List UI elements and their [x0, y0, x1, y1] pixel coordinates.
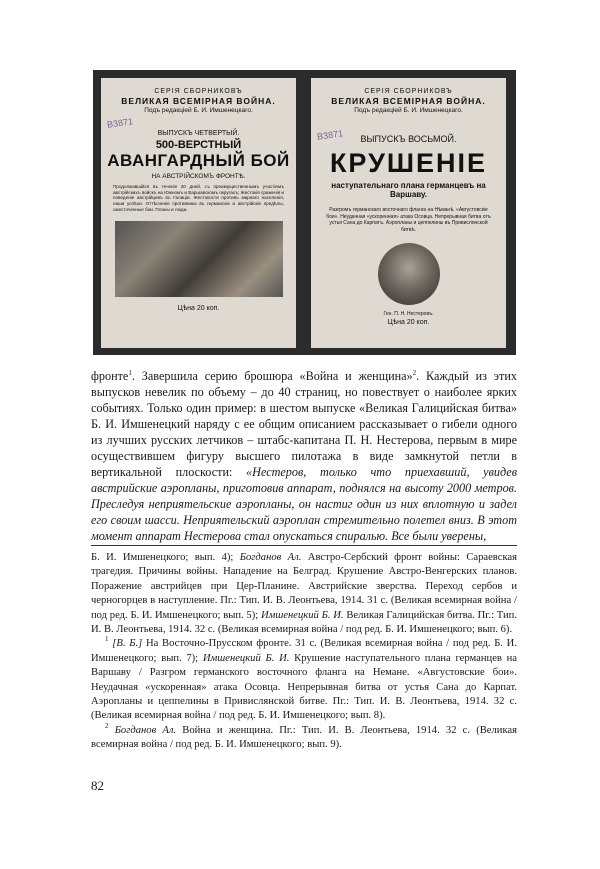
cover-description: Разгромъ германскаго восточнаго фланга на Нѣманѣ. «Августовскіе бои». Неудачная «ускоренная» атака Осовца. Непрерывная битва отъ устья Сана до Карпатъ. Аэропланы и цеппелины въ Привислянской битвѣ. [326, 207, 491, 233]
cover-title: КРУШЕНІЕ [329, 148, 488, 178]
cover-description: Продолжавшійся въ теченіе 20 дней, съ преимущественнымъ участіемъ австрійскихъ войскъ на Южномъ и Варшавскомъ округахъ; Жестокія сраженія и поведеніе австрійцевъ въ Галиціи. Жестокости противъ мирнаго населенія, наши успѣхи. Оттѣсненіе противника въ германскіе и австрійскіе предѣлы, ожесточенные бои. Планы и люди. [113, 184, 284, 212]
portrait-caption: Ген. П. Н. Нестеровъ. [383, 311, 434, 318]
cover-subtitle: наступательнаго плана германцевъ на Варшаву. [331, 181, 486, 200]
page-number: 82 [91, 778, 104, 793]
cover-issue: ВЫПУСКЪ ВОСЬМОЙ. [360, 134, 457, 144]
cover-title-line2: АВАНГАРДНЫЙ БОЙ [107, 151, 290, 170]
main-text [91, 368, 517, 544]
cover-issue-8 [311, 78, 506, 348]
footnote-2: $^2$ Богданов Ал. Война и женщина. Пг.: Тип. И. В. Леонтьева, 1914. 32 с. (Великая всемирная война / под ред. Б. И. Имшенецкого; вып. 9). [91, 721, 518, 751]
cover-series: СЕРІЯ СБОРНИКОВЪ [154, 88, 243, 95]
cover-price: Цѣна 20 коп. [387, 319, 430, 327]
cover-masthead: ВЕЛИКАЯ ВСЕМІРНАЯ ВОЙНА. [121, 96, 276, 106]
cover-subtitle: НА АВСТРІЙСКОМЪ ФРОНТѢ. [151, 173, 246, 180]
cover-masthead: ВЕЛИКАЯ ВСЕМІРНАЯ ВОЙНА. [331, 96, 486, 106]
cover-price: Цѣна 20 коп. [177, 304, 220, 312]
cover-editor: Подъ редакціей Б. И. Имшенецкаго. [144, 107, 253, 114]
cover-title-line1: 500-ВЕРСТНЫЙ [155, 139, 242, 151]
paragraph: фронте$^1$. Завершила серию брошюра «Война и женщина»$^2$. Каждый из этих выпусков невелик по объему – до 40 страниц, но повествует о наиболее ярких событиях. Только один пример: в шестом выпуске «Великая Галицийская битва» Б. И. Имшенецкий наряду с ее общим описанием рассказывает о гибели одного из лучших русских летчиков – штабс-капитана П. Н. Нестерова, первым в мире осуществившем фигуру высшего пилотажа в виде замкнутой петли в вертикальной плоскости: «Нестеров, только что приехавший, увидев австрийские аэропланы, приготовив аппарат, поднялся на высоту 2000 метров. Преследуя неприятельские аэропланы, он настиг один из них вплотную и задел его своим шасси. Неприятельский аэроплан стремительно полетел вниз. В этот момент аппарат Нестерова стал опускаться спиралью. Все были уверены, [91, 369, 517, 543]
footnote-continuation: Б. И. Имшенецкого; вып. 4); Богданов Ал. Австро-Сербский фронт войны: Сараевская трагедия. Причины войны. Нападение на Белград. Крушение Австро-Венгерских планов. Поражение австрийцев при Цер-Планине. Австрийские зверства. Переход сербов и черногорцев в наступление. Пг.: Тип. И. В. Леонтьева, 1914. 31 с. (Великая всемирная война / под ред. Б. И. Имшенецкого; вып. 5); Имшенецкий Б. И. Великая Галицийская битва. Пг.: Тип. И. В. Леонтьева, 1914. 32 с. (Великая всемирная война / под ред. Б. И. Имшенецкого; вып. 6). [91, 552, 518, 636]
cover-battle-illustration [115, 221, 283, 297]
brochure-covers-photo [93, 70, 516, 355]
nesterov-quote: «Нестеров, только что приехавший, увидев австрийские аэропланы, приготовив аппарат, поднялся на высоту 2000 метров. Преследуя неприятельские аэропланы, он настиг один из них вплотную и задел его своим шасси. Неприятельский аэроплан стремительно полетел вниз. В этот момент аппарат Нестерова стал опускаться спиралью. Все были уверены, [91, 465, 517, 543]
portrait-nesterov [378, 243, 440, 305]
footnote-ref-1[interactable]: 1 [128, 369, 132, 377]
cover-issue-4 [101, 78, 296, 348]
cover-issue: ВЫПУСКЪ ЧЕТВЕРТЫЙ. [157, 130, 240, 137]
footnote-1: $^1$ [В. Б.] На Восточно-Прусском фронте. 31 с. (Великая всемирная война / под ред. Б. И. Имшенецкого; вып. 7); Имшенецкий Б. И. Крушение наступательного плана германцев на Варшаву / Разгром германского восточного фланга на Немане. «Августовские бои». Неудачная «ускоренная» атака Осовца. Непрерывная битва от устья Сана до Карпат. Аэропланы и цеппелины в Привислянской битве. Пг.: Тип. И. В. Леонтьева, 1914. 32 с. (Великая всемирная война / под ред. Б. И. Имшенецкого; вып. 8). [91, 635, 517, 722]
cover-editor: Подъ редакціей Б. И. Имшенецкаго. [354, 107, 463, 114]
library-stamp: B3871 [316, 128, 344, 142]
library-stamp: B3871 [106, 116, 134, 130]
footnote-ref-2[interactable]: 2 [412, 369, 417, 377]
footnote-divider [91, 545, 517, 546]
footnotes [91, 551, 517, 753]
cover-series: СЕРІЯ СБОРНИКОВЪ [364, 88, 453, 95]
